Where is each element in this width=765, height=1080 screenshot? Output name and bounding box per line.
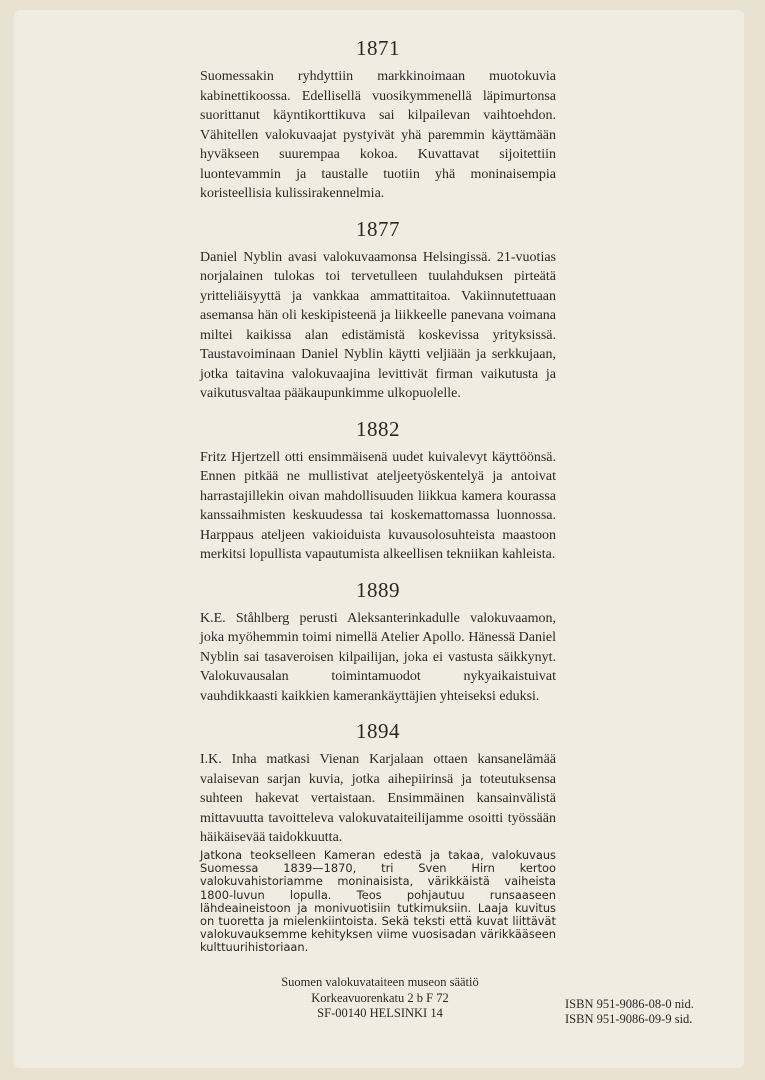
timeline-section-1877 xyxy=(200,216,556,404)
section-text: Daniel Nyblin avasi valokuvaamonsa Helsingissä. 21-vuotias norjalainen tulokas toi tervetulleen tuulahduksen pirteätä yritteliäisyyttä ja vankkaa ammattitaitoa. Vakiinnutettuaan asemansa hän oli keskipisteenä ja liikkeelle panevana voimana miltei kaikissa alan edistämistä koskevissa yrityksissä. Taustavoiminaan Daniel Nyblin käytti veljiään ja serkkujaan, jotka taitavina valokuvaajina levittivät firman vaikutusta ja vaikutusvaltaa pääkaupunkimme ulkopuolelle. xyxy=(200,249,556,401)
timeline-column xyxy=(200,35,556,848)
section-year: 1894 xyxy=(356,719,400,743)
publisher-city: SF-00140 HELSINKI 14 xyxy=(317,1006,443,1020)
timeline-section-1871 xyxy=(200,35,556,204)
section-year: 1877 xyxy=(356,216,400,241)
section-text: Fritz Hjertzell otti ensimmäisenä uudet kuivalevyt käyttöönsä. Ennen pitkää ne mullistivat ateljeetyöskentelyä ja antoivat harrastajillekin oivan mahdollisuuden liikkua kamera kourassa kanssaihmisten keskuudessa tai koskemattomassa luonnossa. Harppaus ateljeen vakioiduista kuvausolosuhteista maastoon merkitsi lopullista vapautumista alkeellisen tekniikan kahleista. xyxy=(200,449,556,562)
book-description: Jatkona teokselleen Kameran edestä ja takaa, valokuvaus Suomessa 1839—1870, tri Sven Hirn kertoo valokuvahistoriamme moninaisista, värikkäistä vaiheista 1800-luvun lopulla. Teos pohjautuu runsaaseen lähdeaineistoon ja monivuotisiin tutkimuksiin. Laaja kuvitus on tuoretta ja mielenkiintoista. Sekä teksti että kuvat liittävät valokuvauksemme kehityksen viime vuosisadan värikkääseen kulttuurihistoriaan. xyxy=(200,848,556,955)
isbn-hardcover: ISBN 951-9086-09-9 sid. xyxy=(565,1012,693,1026)
section-text: Suomessakin ryhdyttiin markkinoimaan muotokuvia kabinettikoossa. Edellisellä vuosikymmenellä läpimurtonsa suorittanut käyntikorttikuva sai kilpailevan vaihtoehdon. Vähitellen valokuvaajat pystyivät yhä paremmin käyttämään hyväkseen suurempaa kokoa. Kuvattavat sijoitettiin luontevammin ja taustalle tuotiin yhä moninaisempia koristeellisia kulissirakennelmia. xyxy=(200,69,556,201)
publisher-address xyxy=(230,975,530,1022)
isbn-block xyxy=(565,997,725,1027)
section-year: 1871 xyxy=(356,36,400,60)
isbn-paperback: ISBN 951-9086-08-0 nid. xyxy=(565,997,694,1011)
timeline-section-1894 xyxy=(200,718,556,848)
section-year: 1882 xyxy=(356,416,400,441)
section-year: 1889 xyxy=(356,577,400,602)
publisher-name: Suomen valokuvataiteen museon säätiö xyxy=(281,975,479,989)
timeline-section-1882 xyxy=(200,416,556,565)
section-text: K.E. Ståhlberg perusti Aleksanterinkadulle valokuvaamon, joka myöhemmin toimi nimellä Atelier Apollo. Hänessä Daniel Nyblin sai tasaveroisen kilpailijan, joka ei vastusta säikkynyt. Valokuvausalan toimintamuodot nykyaikaistuivat vauhdikkaasti kaikkien kamerankäyttäjien yhteiseksi eduksi. xyxy=(200,610,556,704)
timeline-section-1889 xyxy=(200,577,556,707)
section-text: I.K. Inha matkasi Vienan Karjalaan ottaen kansanelämää valaisevan sarjan kuvia, jotka aihepiirinsä ja toteutuksensa suhteen hakevat vertaistaan. Ensimmäinen kansainvälistä mittavuutta tavoitteleva valokuvataiteilijamme osoitti työssään häikäisevää taidokkuutta. xyxy=(200,752,556,845)
publisher-street: Korkeavuorenkatu 2 b F 72 xyxy=(311,990,449,1005)
